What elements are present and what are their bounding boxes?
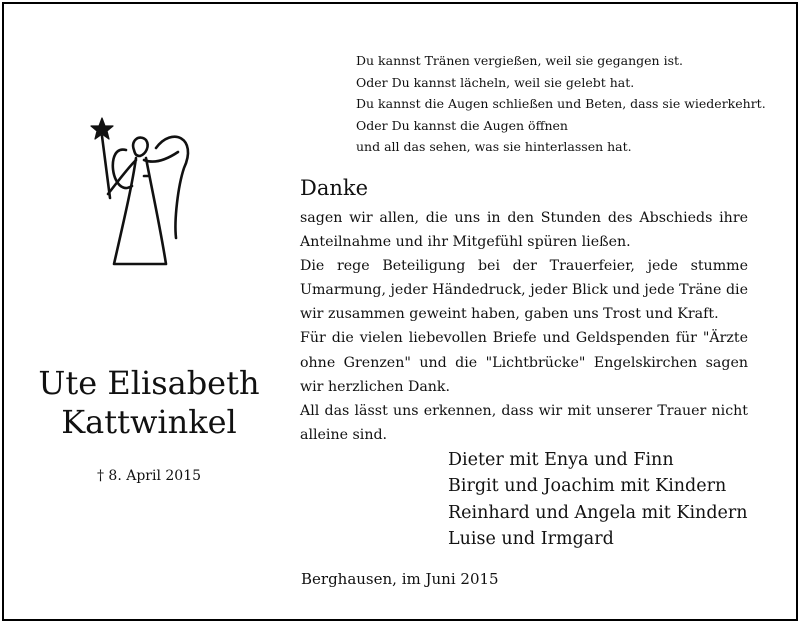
signer-line: Reinhard und Angela mit Kindern <box>448 502 748 523</box>
poem <box>356 50 766 158</box>
poem-line: Oder Du kannst die Augen öffnen <box>356 117 568 133</box>
poem-line: Du kannst Tränen vergießen, weil sie gegangen ist. <box>356 53 683 68</box>
deceased-surname: Kattwinkel <box>61 403 237 441</box>
deceased-first-names: Ute Elisabeth <box>38 364 260 402</box>
poem-line: Du kannst die Augen schließen und Beten, dass sie wiederkehrt. <box>356 96 766 112</box>
signer-line: Birgit und Joachim mit Kindern <box>448 476 727 497</box>
angel-icon <box>86 116 196 274</box>
thanks-paragraph: Für die vielen liebevollen Briefe und Geldspenden für "Ärzte ohne Grenzen" und die "Lichtbrücke" Engelskirchen sagen wir herzlichen Dank. <box>300 330 748 395</box>
signer-line: Dieter mit Enya und Finn <box>448 450 674 470</box>
thanks-paragraph: All das lässt uns erkennen, dass wir mit unserer Trauer nicht alleine sind. <box>300 402 748 443</box>
thanks-text <box>300 206 748 447</box>
poem-line: Oder Du kannst lächeln, weil sie gelebt hat. <box>356 74 635 90</box>
thanks-paragraph: sagen wir allen, die uns in den Stunden des Abschieds ihre Anteilnahme und ihr Mitgefühl spüren ließen. <box>300 210 748 251</box>
place-date: Berghausen, im Juni 2015 <box>301 570 499 588</box>
obituary-card <box>2 2 798 621</box>
thanks-paragraph: Die rege Beteiligung bei der Trauerfeier, jede stumme Umarmung, jeder Händedruck, jeder Blick und jede Träne die wir zusammen geweint haben, gaben uns Trost und Kraft. <box>300 258 748 323</box>
death-date: † 8. April 2015 <box>96 468 202 484</box>
signer-line: Luise und Irmgard <box>448 529 614 550</box>
poem-line: und all das sehen, was sie hinterlassen hat. <box>356 139 632 155</box>
signers <box>448 447 748 553</box>
thanks-heading: Danke <box>300 176 369 200</box>
deceased-name <box>14 364 284 442</box>
